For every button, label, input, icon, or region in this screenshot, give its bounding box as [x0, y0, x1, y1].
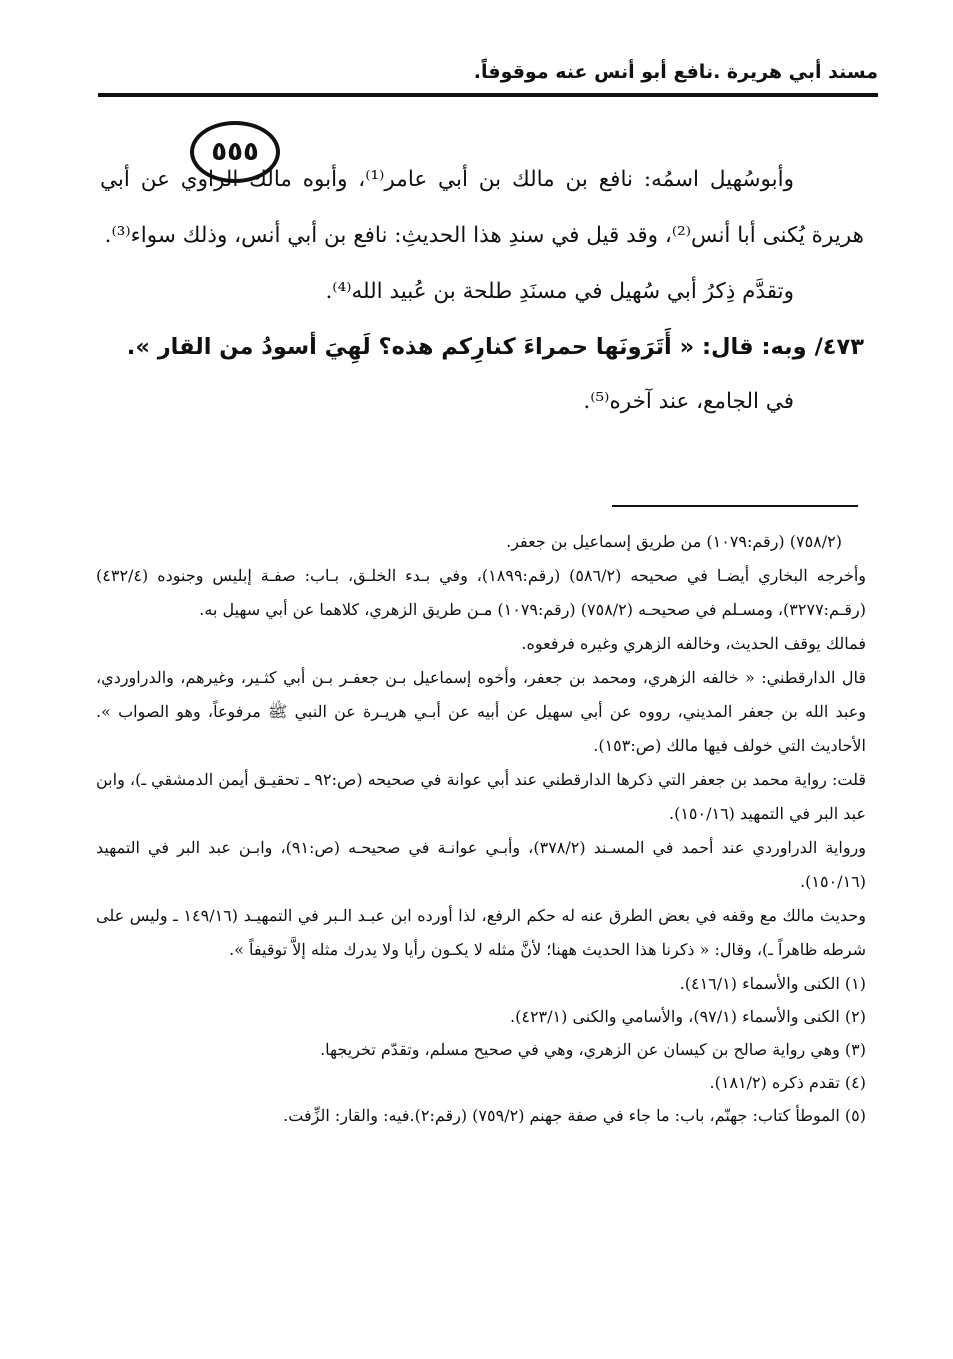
running-title: مسند أبي هريرة .نافع أبو أنس عنه موقوفاً. [473, 61, 878, 83]
footnote-4: (٤) تقدم ذكره (١٨١/٢). [709, 1073, 866, 1092]
footnote-darawardi: ورواية الدراوردي عند أحمد في المسـند (٣٧٨/٢)، وأبـي عوانـة في صحيحـه (ص:٩١)، وابـن عبد البر في التمهيد (١٥٠/١٦). [96, 838, 867, 891]
footnote-2: (٢) الكنى والأسماء (٩٧/١)، والأسامي والكنى (٤٢٣/١). [510, 1007, 866, 1026]
footnote-malik-hukm-raf: وحديث مالك مع وقفه في بعض الطرق عنه له حكم الرفع، لذا أورده ابن عبـد الـبر في التمهيـد (١٤٩/١٦ ـ وليس على شرطه ظاهراً ـ)، وقال: « ذكرنا هذا الحديث ههنا؛ لأنَّ مثله لا يكـون رأيا ولا يدرك مثله إلاَّ توقيفاً ». [96, 906, 867, 959]
footnote-malik-mawquf: فمالك يوقف الحديث، وخالفه الزهري وغيره فرفعوه. [521, 634, 866, 653]
paragraph-previous-mention: وتقدَّم ذِكرُ أبي سُهيل في مسنَدِ طلحة بن عُبيد الله⁽⁴⁾. [325, 279, 794, 304]
hadith-number: ٤٧٣/ [814, 334, 864, 360]
paragraph-abu-suhail: وأبوسُهيل اسمُه: نافع بن مالك بن أبي عامر⁽¹⁾، وأبوه مالك الراوي عن أبي هريرة يُكنى أبا أنس⁽²⁾، وقد قيل في سندِ هذا الحديثِ: نافع بن أبي أنس، وذلك سواء⁽³⁾. [100, 167, 864, 248]
main-text [100, 152, 864, 430]
paragraph-source: في الجامع، عند آخره⁽⁵⁾. [583, 389, 794, 414]
footnotes [96, 525, 866, 1132]
page-number: ٥٥٥ [190, 121, 280, 183]
page-header [98, 55, 878, 167]
footnote-separator [612, 505, 858, 507]
footnote-1: (١) الكنى والأسماء (٤١٦/١). [679, 974, 866, 993]
hadith-473 [100, 320, 864, 374]
hadith-text: وبه: قال: « أَتَرَونَها حمراءَ كنارِكم هذه؟ لَهِيَ أسودُ من القار ». [126, 334, 807, 360]
footnote-bukhari: وأخرجه البخاري أيضـا في صحيحه (٥٨٦/٢) (رقم:١٨٩٩)، وفي بـدء الخلـق، بـاب: صفـة إبليس وجنوده (٤٣٢/٤) (رقـم:٣٢٧٧)، ومسـلم في صحيحـه (٧٥٨/٢) (رقم:١٠٧٩) مـن طريق الزهري، كلاهما عن أبي سهيل به. [96, 566, 867, 619]
header-rule [98, 93, 878, 97]
footnote-3: (٣) وهي رواية صالح بن كيسان عن الزهري، وهي في صحيح مسلم، وتقدّم تخريجها. [320, 1040, 866, 1059]
footnote-daraqutni: قال الدارقطني: « خالفه الزهري، ومحمد بن جعفر، وأخوه إسماعيل بـن جعفـر بـن أبي كثـير، وغيرهم، والدراوردي، وعبد الله بن جعفر المديني، رووه عن أبي سهيل عن أبيه عن أبـي هريـرة عن النبي ﷺ مرفوعاً، وهو الصواب ». الأحاديث التي خولف فيها مالك (ص:١٥٣). [96, 668, 866, 755]
footnote-continuation: (٧٥٨/٢) (رقم:١٠٧٩) من طريق إسماعيل بن جعفر. [506, 532, 842, 551]
footnote-5: (٥) الموطأ كتاب: جهنّم، باب: ما جاء في صفة جهنم (٧٥٩/٢) (رقم:٢).فيه: والقار: الزِّفت. [283, 1106, 866, 1125]
footnote-muhammad-bin-jafar: قلت: رواية محمد بن جعفر التي ذكرها الدارقطني عند أبي عوانة في صحيحه (ص:٩٢ ـ تحقيـق أيمن الدمشقي ـ)، وابن عبد البر في التمهيد (١٥٠/١٦). [96, 770, 867, 823]
